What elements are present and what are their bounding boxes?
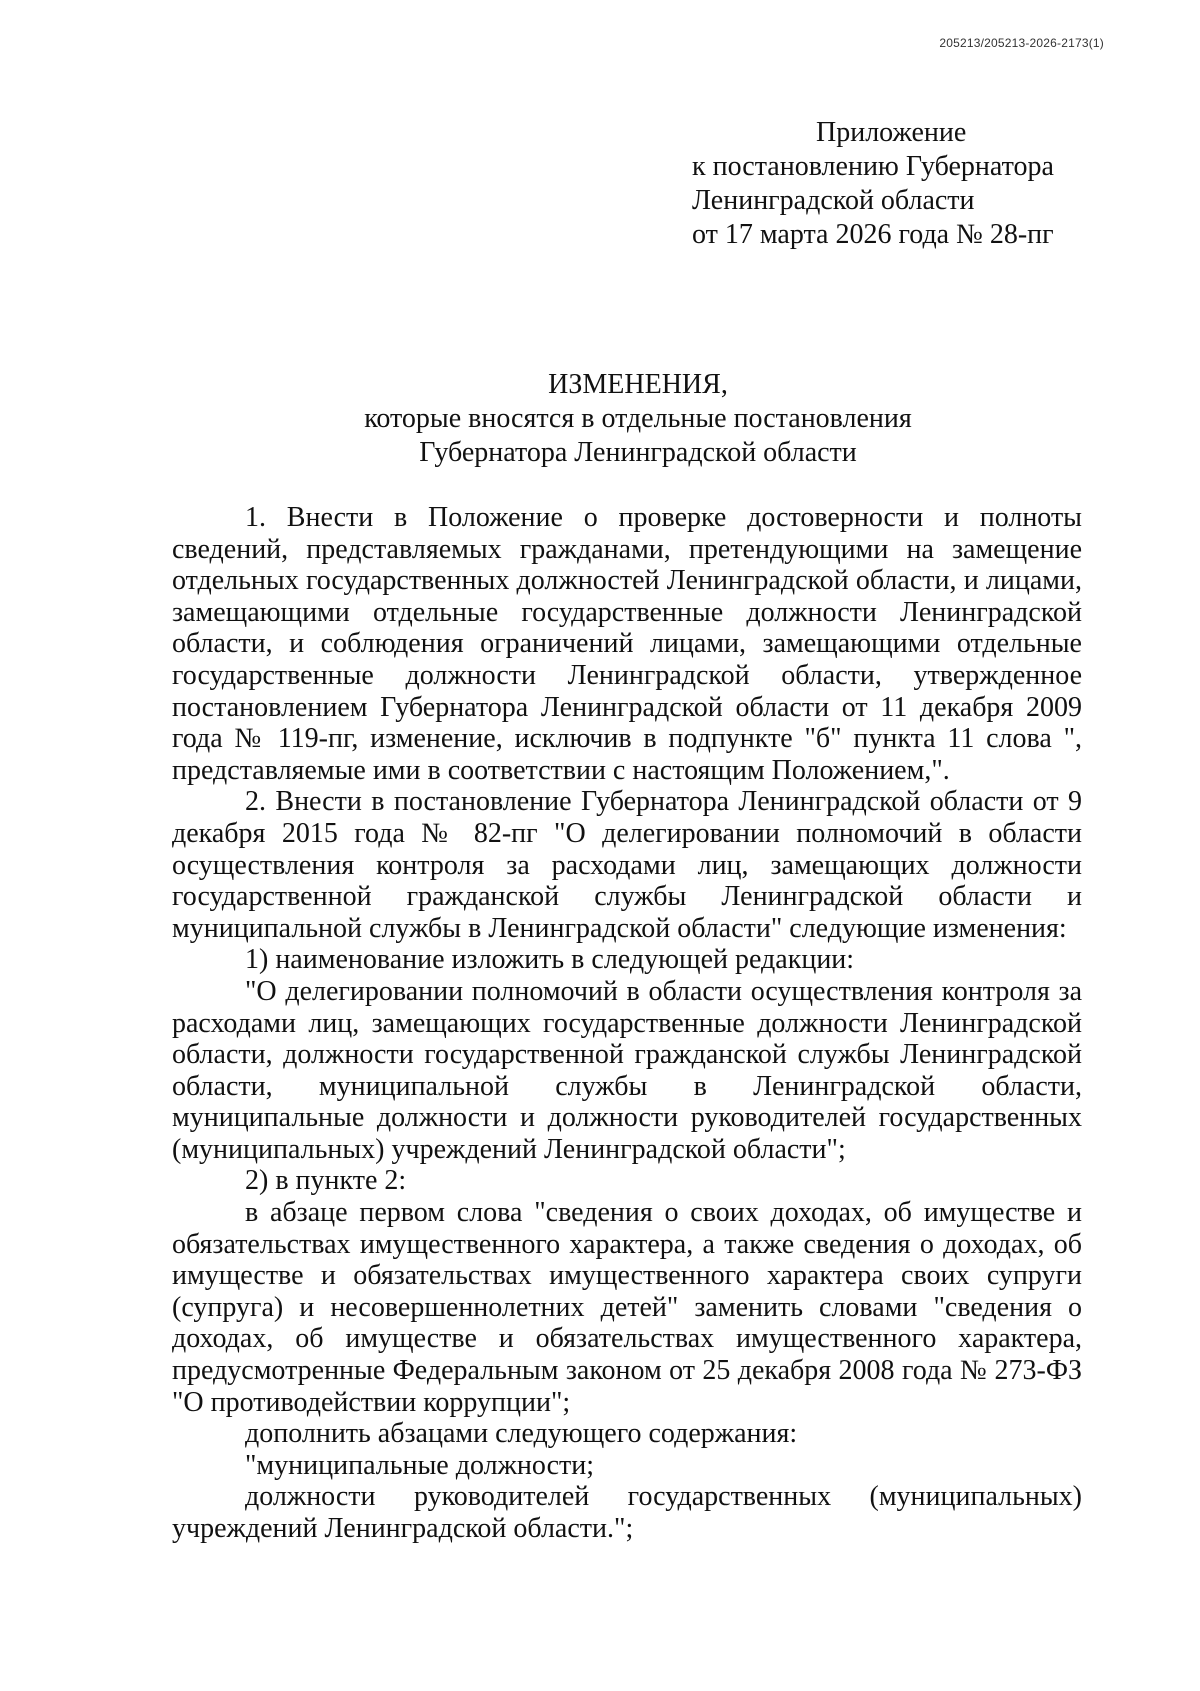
paragraph-4: "О делегировании полномочий в области осуществления контроля за расходами лиц, замещающих государственные должности Ленинградской области, должности государственной гражданской службы Ленинградской области, муниципальной службы в Ленинградской области, муниципальные должности и должности руководителей государственных (муниципальных) учреждений Ленинградской области"; bbox=[172, 975, 1082, 1165]
document-body bbox=[172, 502, 1082, 1545]
appendix-block bbox=[692, 116, 1112, 252]
document-heading bbox=[0, 368, 1200, 470]
heading-subtitle-1: которые вносятся в отдельные постановления bbox=[364, 403, 912, 434]
paragraph-5: 2) в пункте 2: bbox=[245, 1165, 407, 1197]
paragraph-2: 2. Внести в постановление Губернатора Ленинградской области от 9 декабря 2015 года № 82-пг "О делегировании полномочий в области осуществления контроля за расходами лиц, замещающих должности государственной гражданской службы Ленинградской области и муниципальной службы в Ленинградской области" следующие изменения: bbox=[172, 786, 1082, 944]
appendix-line-3: от 17 марта 2026 года № 28-пг bbox=[692, 219, 1054, 250]
heading-title: ИЗМЕНЕНИЯ, bbox=[548, 369, 728, 400]
appendix-line-2: Ленинградской области bbox=[692, 185, 975, 216]
paragraph-9: должности руководителей государственных (муниципальных) учреждений Ленинградской области."; bbox=[172, 1481, 1082, 1544]
appendix-title: Приложение bbox=[816, 117, 967, 148]
paragraph-1: 1. Внести в Положение о проверке достоверности и полноты сведений, представляемых гражданами, претендующими на замещение отдельных государственных должностей Ленинградской области, и лицами, замещающими отдельные государственные должности Ленинградской области, и соблюдения ограничений лицами, замещающими отдельные государственные должности Ленинградской области, утвержденное постановлением Губернатора Ленинградской области от 11 декабря 2009 года № 119-пг, изменение, исключив в подпункте "б" пункта 11 слова ", представляемые ими в соответствии с настоящим Положением,". bbox=[172, 502, 1082, 786]
document-id: 205213/205213-2026-2173(1) bbox=[939, 36, 1104, 50]
paragraph-7: дополнить абзацами следующего содержания: bbox=[245, 1418, 798, 1450]
appendix-line-1: к постановлению Губернатора bbox=[692, 151, 1054, 182]
paragraph-6: в абзаце первом слова "сведения о своих доходах, об имуществе и обязательствах имущественного характера, а также сведения о доходах, об имуществе и обязательствах имущественного характера своих супруги (супруга) и несовершеннолетних детей" заменить словами "сведения о доходах, об имуществе и обязательствах имущественного характера, предусмотренные Федеральным законом от 25 декабря 2008 года № 273-ФЗ "О противодействии коррупции"; bbox=[172, 1197, 1082, 1418]
paragraph-8: "муниципальные должности; bbox=[245, 1449, 595, 1481]
heading-subtitle-2: Губернатора Ленинградской области bbox=[419, 437, 857, 468]
paragraph-3: 1) наименование изложить в следующей редакции: bbox=[245, 944, 855, 976]
